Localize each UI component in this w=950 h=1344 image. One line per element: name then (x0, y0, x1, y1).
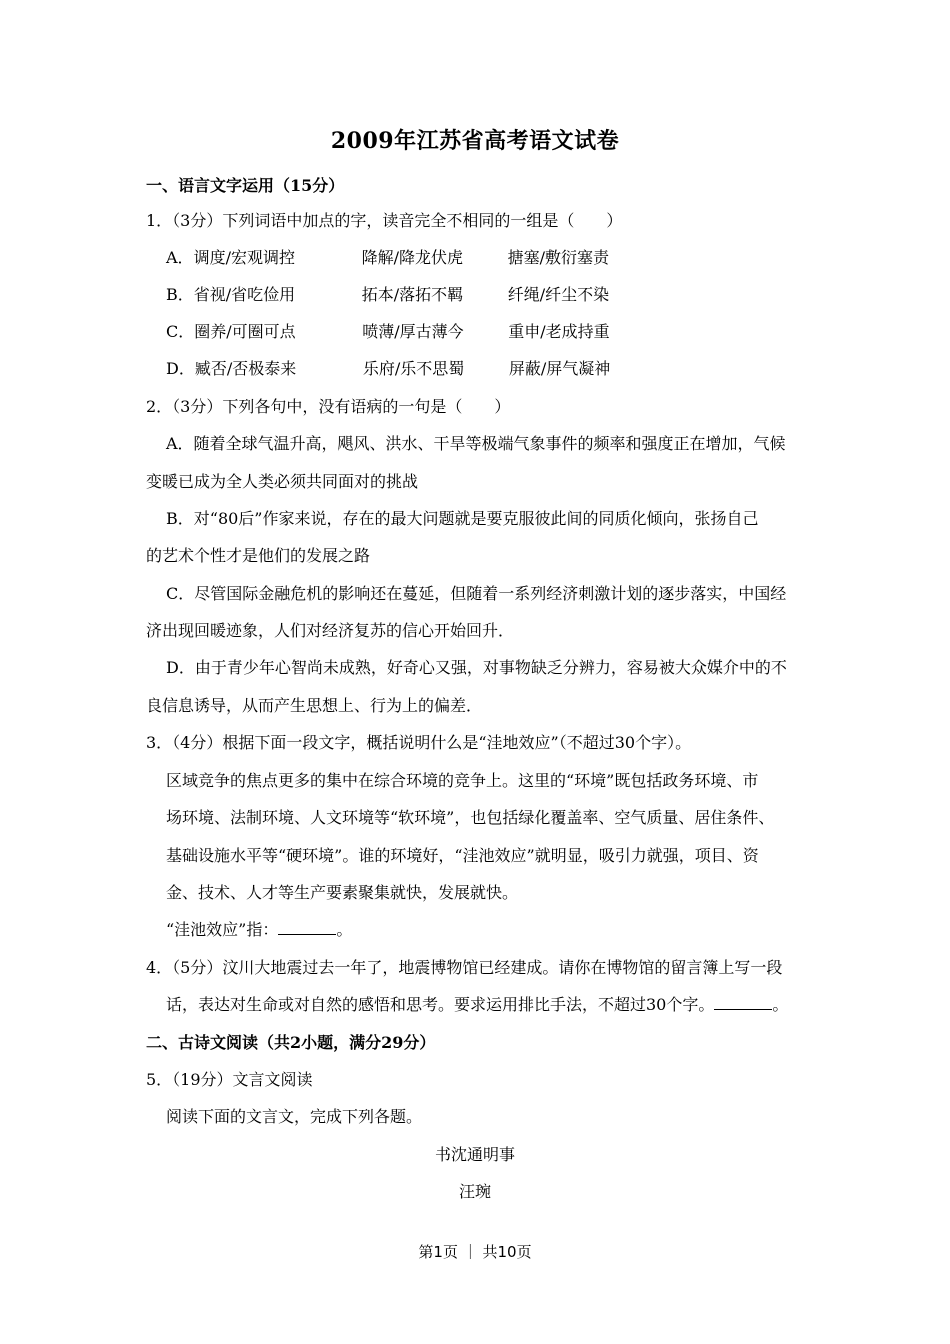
question-2-option-b-line2: 的艺术个性才是他们的发展之路 (146, 546, 371, 565)
answer-blank[interactable] (714, 995, 772, 1010)
answer-suffix: 。 (336, 920, 353, 939)
question-4-line1: 4．（5分）汶川大地震过去一年了，地震博物馆已经建成。请你在博物馆的留言簿上写一段 (146, 958, 783, 977)
answer-prefix: “洼池效应”指： (166, 920, 279, 939)
question-2-option-c-line2: 济出现回暖迹象，人们对经济复苏的信心开始回升． (146, 621, 515, 640)
option-word-group: 喷薄/厚古薄今 (362, 322, 464, 341)
option-label: D． (166, 359, 195, 378)
option-word-group: 屏蔽/屏气凝神 (508, 359, 611, 378)
question-1-option-c (166, 322, 610, 342)
question-3-passage-line2: 场环境、法制环境、人文环境等“软环境”，也包括绿化覆盖率、空气质量、居住条件、 (166, 808, 775, 827)
question-1-option-d (166, 359, 610, 379)
question-5-instruction: 阅读下面的文言文，完成下列各题。 (166, 1107, 423, 1126)
section-2-heading: 二、古诗文阅读（共2小题，满分29分） (146, 1033, 436, 1052)
question-1-option-a (166, 248, 609, 268)
passage-title: 书沈通明事 (434, 1145, 515, 1164)
option-word-group: 省视/省吃俭用 (193, 285, 296, 304)
question-4-text: 话，表达对生命或对自然的感悟和思考。要求运用排比手法，不超过30个字。 (166, 995, 715, 1014)
option-word-group: 调度/宏观调控 (193, 248, 295, 267)
question-1-option-b (166, 285, 609, 305)
question-3-stem: 3．（4分）根据下面一段文字，概括说明什么是“洼地效应”（不超过30个字）。 (146, 733, 692, 752)
page-footer: 第1页 ｜ 共10页 (418, 1243, 532, 1261)
option-word-group: 圈养/可圈可点 (194, 322, 296, 341)
option-label: A． (166, 248, 194, 267)
question-2-option-a-line1: A．随着全球气温升高，飓风、洪水、干旱等极端气象事件的频率和强度正在增加，气候 (166, 434, 786, 453)
question-2-option-d-line2: 良信息诱导，从而产生思想上、行为上的偏差． (146, 696, 483, 715)
answer-blank[interactable] (278, 920, 336, 935)
answer-suffix: 。 (772, 995, 789, 1014)
option-word-group: 纤绳/纤尘不染 (507, 285, 610, 304)
option-word-group: 重申/老成持重 (508, 322, 610, 341)
option-word-group: 搪塞/敷衍塞责 (507, 248, 609, 267)
option-word-group: 拓本/落拓不羁 (361, 285, 464, 304)
page-title: 2009年江苏省高考语文试卷 (330, 128, 620, 154)
question-2-option-d-line1: D．由于青少年心智尚未成熟，好奇心又强，对事物缺乏分辨力，容易被大众媒介中的不 (166, 658, 787, 677)
question-3-answer-line (166, 920, 352, 940)
question-2-option-a-line2: 变暖已成为全人类必须共同面对的挑战 (146, 472, 419, 491)
question-3-passage-line1: 区域竞争的焦点更多的集中在综合环境的竞争上。这里的“环境”既包括政务环境、市 (166, 771, 759, 790)
option-word-group: 乐府/乐不思蜀 (362, 359, 465, 378)
option-word-group: 臧否/否极泰来 (194, 359, 297, 378)
section-1-heading: 一、语言文字运用（15分） (146, 176, 345, 195)
passage-author: 汪琬 (458, 1182, 491, 1201)
question-2-option-b-line1: B．对“80后”作家来说，存在的最大问题就是要克服彼此间的同质化倾向，张扬自己 (166, 509, 759, 528)
option-word-group: 降解/降龙伏虎 (361, 248, 463, 267)
option-label: B． (166, 285, 194, 304)
question-3-passage-line3: 基础设施水平等“硬环境”。谁的环境好，“洼池效应”就明显，吸引力就强，项目、资 (166, 846, 759, 865)
question-2-option-c-line1: C．尽管国际金融危机的影响还在蔓延，但随着一系列经济刺激计划的逐步落实，中国经 (166, 584, 787, 603)
question-5-stem: 5．（19分）文言文阅读 (146, 1070, 313, 1089)
question-3-passage-line4: 金、技术、人才等生产要素聚集就快，发展就快。 (166, 883, 519, 902)
question-4-line2 (166, 995, 788, 1015)
option-label: C． (166, 322, 195, 341)
question-1-stem: 1．（3分）下列词语中加点的字，读音完全不相同的一组是（ ） (146, 211, 623, 230)
question-2-stem: 2．（3分）下列各句中，没有语病的一句是（ ） (146, 397, 511, 416)
